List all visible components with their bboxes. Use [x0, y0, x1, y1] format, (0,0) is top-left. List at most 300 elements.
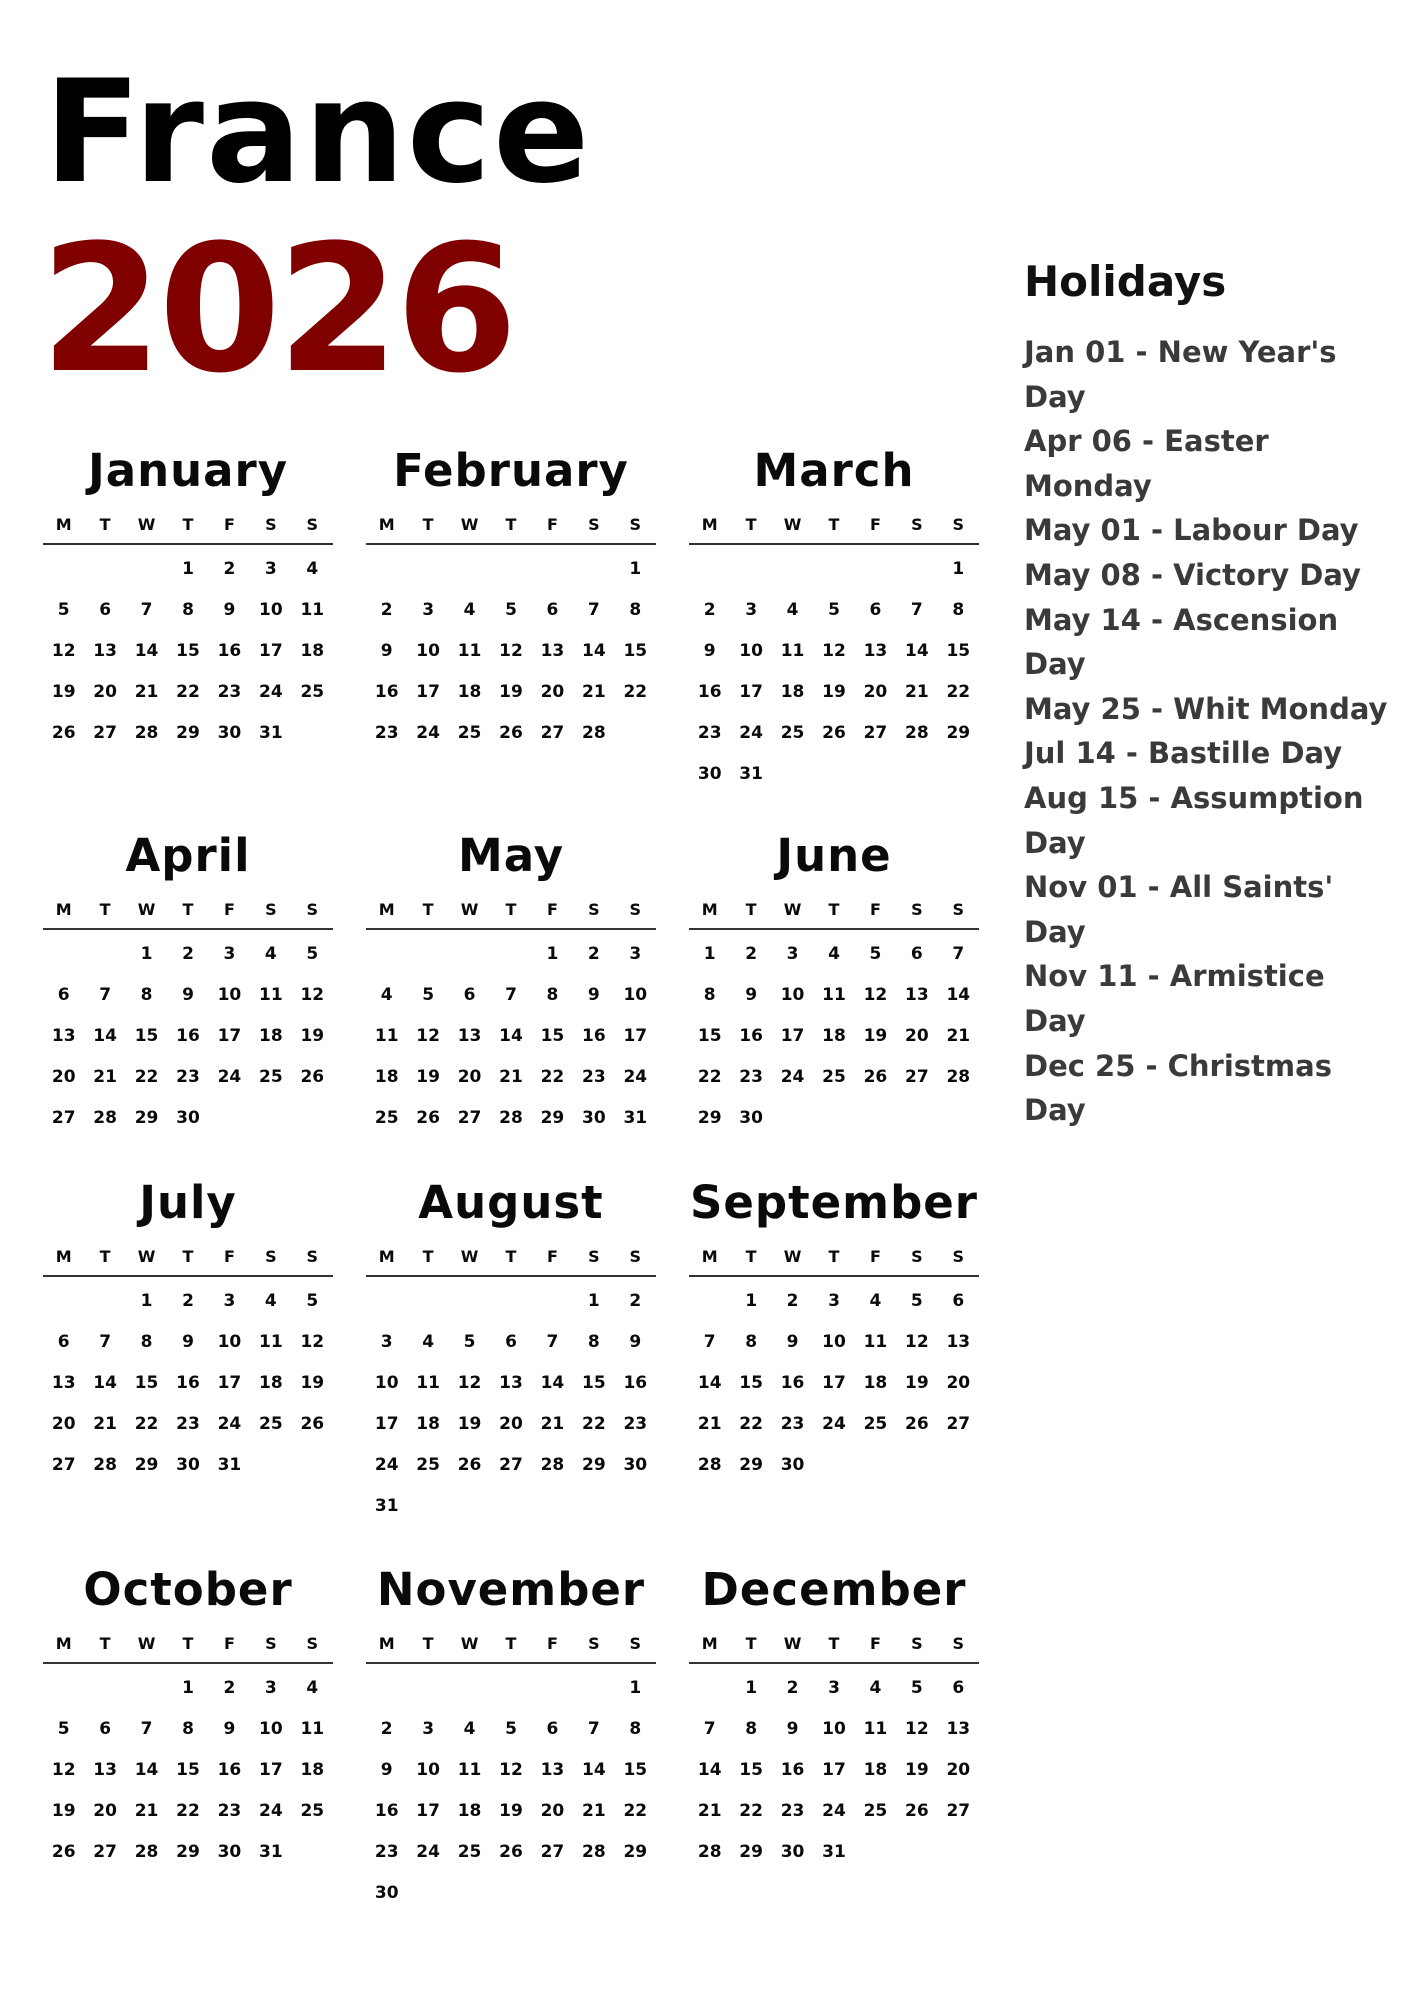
day-cell: 13 — [51, 1373, 76, 1393]
day-cell: 22 — [134, 1414, 159, 1434]
weekday-label: M — [378, 515, 395, 534]
weekday-label: F — [223, 1247, 235, 1266]
day-cell: 31 — [374, 1496, 399, 1516]
day-cell: 24 — [416, 723, 440, 743]
weekday-label: W — [137, 1247, 156, 1266]
day-cell: 30 — [739, 1108, 763, 1128]
day-cell: 15 — [176, 641, 200, 661]
day-cell: 3 — [422, 1719, 435, 1739]
day-cell: 24 — [822, 1801, 846, 1821]
month-name: September — [690, 1176, 978, 1229]
day-cell: 8 — [587, 1332, 600, 1352]
day-cell: 6 — [99, 1719, 112, 1739]
day-cell: 10 — [623, 985, 648, 1005]
day-cell: 2 — [182, 944, 194, 964]
weekday-label: T — [422, 1634, 434, 1653]
day-cell: 5 — [828, 600, 840, 620]
empty-day-cell — [449, 1281, 490, 1322]
day-cell: 18 — [259, 1026, 283, 1046]
day-cell: 6 — [57, 1332, 70, 1352]
weekday-label: T — [99, 1247, 111, 1266]
day-cell: 9 — [380, 641, 393, 661]
month-name: January — [87, 444, 289, 497]
day-cell: 1 — [182, 1678, 194, 1698]
day-cell: 26 — [822, 723, 846, 743]
day-cell: 25 — [374, 1108, 399, 1128]
day-cell: 21 — [697, 1801, 722, 1821]
day-cell: 7 — [140, 600, 153, 620]
day-cell: 11 — [863, 1332, 888, 1352]
day-cell: 23 — [374, 1842, 399, 1862]
day-cell: 6 — [546, 600, 559, 620]
day-cell: 28 — [499, 1108, 523, 1128]
day-cell: 13 — [93, 641, 117, 661]
day-cell: 17 — [739, 682, 763, 702]
day-cell: 20 — [946, 1373, 971, 1393]
day-cell: 28 — [905, 723, 929, 743]
weekday-label: M — [701, 1247, 718, 1266]
day-cell: 8 — [629, 600, 642, 620]
empty-day-cell — [813, 549, 854, 590]
day-grid — [43, 1281, 333, 1486]
day-cell: 6 — [463, 985, 476, 1005]
month-name: November — [376, 1563, 646, 1616]
day-cell: 8 — [629, 1719, 642, 1739]
empty-day-cell — [855, 549, 896, 590]
day-cell: 16 — [697, 682, 722, 702]
day-cell: 22 — [739, 1801, 763, 1821]
empty-day-cell — [84, 549, 125, 590]
day-cell: 1 — [140, 944, 153, 964]
day-cell: 20 — [540, 682, 565, 702]
day-cell: 4 — [264, 944, 277, 964]
weekday-label: S — [952, 900, 965, 919]
month-february — [366, 440, 656, 825]
day-cell: 8 — [182, 1719, 194, 1739]
day-cell: 18 — [863, 1373, 888, 1393]
day-cell: 18 — [457, 682, 482, 702]
day-cell: 15 — [540, 1026, 565, 1046]
weekday-label: W — [783, 1634, 802, 1653]
day-cell: 4 — [264, 1291, 277, 1311]
day-cell: 21 — [582, 1801, 606, 1821]
empty-day-cell — [126, 549, 167, 590]
weekday-header — [43, 1633, 333, 1664]
day-cell: 2 — [380, 1719, 393, 1739]
day-cell: 24 — [217, 1067, 242, 1087]
weekday-label: S — [952, 1634, 965, 1653]
weekday-label: M — [378, 900, 395, 919]
day-cell: 16 — [176, 1373, 200, 1393]
empty-day-cell — [689, 1668, 730, 1709]
day-cell: 1 — [629, 1678, 642, 1698]
day-cell: 5 — [910, 1678, 923, 1698]
day-cell: 18 — [259, 1373, 283, 1393]
day-cell: 26 — [863, 1067, 888, 1087]
day-cell: 16 — [217, 641, 242, 661]
day-cell: 24 — [259, 1801, 283, 1821]
day-grid — [689, 549, 979, 795]
day-cell: 27 — [946, 1801, 971, 1821]
day-cell: 8 — [703, 985, 716, 1005]
day-cell: 13 — [946, 1719, 971, 1739]
weekday-label: S — [629, 1634, 642, 1653]
day-cell: 23 — [582, 1067, 606, 1087]
day-cell: 9 — [587, 985, 600, 1005]
day-cell: 19 — [499, 682, 523, 702]
day-cell: 16 — [176, 1026, 200, 1046]
day-cell: 20 — [540, 1801, 565, 1821]
day-cell: 25 — [863, 1801, 888, 1821]
weekday-label: T — [99, 900, 111, 919]
day-cell: 21 — [134, 1801, 159, 1821]
empty-day-cell — [730, 549, 771, 590]
day-cell: 25 — [822, 1067, 846, 1087]
day-cell: 6 — [99, 600, 112, 620]
day-cell: 27 — [540, 723, 565, 743]
weekday-label: M — [378, 1634, 395, 1653]
empty-day-cell — [532, 1668, 573, 1709]
empty-day-cell — [366, 549, 407, 590]
day-cell: 23 — [697, 723, 722, 743]
day-cell: 25 — [300, 1801, 325, 1821]
day-cell: 21 — [905, 682, 929, 702]
day-cell: 17 — [780, 1026, 805, 1046]
day-cell: 14 — [499, 1026, 523, 1046]
day-cell: 6 — [869, 600, 882, 620]
weekday-label: T — [828, 1634, 840, 1653]
day-cell: 27 — [905, 1067, 929, 1087]
day-cell: 11 — [259, 985, 283, 1005]
day-cell: 11 — [457, 641, 482, 661]
day-cell: 9 — [380, 1760, 393, 1780]
country-title: France — [44, 50, 592, 215]
month-name: October — [83, 1563, 293, 1616]
day-cell: 11 — [259, 1332, 283, 1352]
day-cell: 29 — [946, 723, 971, 743]
weekday-header — [689, 899, 979, 930]
day-cell: 12 — [51, 1760, 76, 1780]
day-cell: 17 — [217, 1026, 242, 1046]
day-cell: 25 — [259, 1067, 283, 1087]
empty-day-cell — [490, 1668, 531, 1709]
holiday-item: Aug 15 - Assumption Day — [1024, 780, 1364, 860]
day-cell: 27 — [93, 1842, 117, 1862]
weekday-label: S — [911, 900, 923, 919]
day-cell: 28 — [697, 1455, 722, 1475]
day-cell: 11 — [374, 1026, 399, 1046]
weekday-label: W — [783, 515, 802, 534]
day-cell: 26 — [499, 1842, 523, 1862]
weekday-header — [43, 1246, 333, 1277]
day-cell: 28 — [93, 1455, 117, 1475]
day-cell: 15 — [623, 1760, 648, 1780]
weekday-label: S — [306, 1247, 319, 1266]
day-cell: 9 — [745, 985, 758, 1005]
day-cell: 9 — [182, 985, 194, 1005]
day-cell: 15 — [946, 641, 971, 661]
day-cell: 5 — [505, 600, 517, 620]
weekday-label: S — [629, 1247, 642, 1266]
day-cell: 8 — [745, 1332, 758, 1352]
day-cell: 4 — [422, 1332, 435, 1352]
day-cell: 8 — [546, 985, 559, 1005]
weekday-label: S — [588, 1634, 600, 1653]
empty-day-cell — [407, 1668, 448, 1709]
weekday-label: F — [546, 1247, 558, 1266]
day-cell: 23 — [623, 1414, 648, 1434]
day-cell: 15 — [176, 1760, 200, 1780]
day-cell: 2 — [786, 1291, 799, 1311]
holiday-item: May 14 - Ascension Day — [1024, 602, 1339, 682]
day-cell: 8 — [952, 600, 965, 620]
weekday-label: M — [701, 1634, 718, 1653]
day-cell: 7 — [505, 985, 517, 1005]
day-cell: 5 — [57, 1719, 70, 1739]
day-cell: 30 — [374, 1883, 399, 1903]
day-cell: 22 — [623, 1801, 648, 1821]
day-cell: 14 — [582, 641, 606, 661]
empty-day-cell — [43, 1668, 84, 1709]
day-cell: 10 — [259, 600, 283, 620]
day-cell: 10 — [259, 1719, 283, 1739]
day-cell: 20 — [457, 1067, 482, 1087]
day-cell: 2 — [223, 1678, 236, 1698]
day-cell: 25 — [300, 682, 325, 702]
empty-day-cell — [407, 549, 448, 590]
day-cell: 20 — [499, 1414, 523, 1434]
empty-day-cell — [490, 549, 531, 590]
year-title: 2026 — [40, 207, 514, 412]
weekday-label: T — [182, 1634, 194, 1653]
weekday-label: F — [869, 900, 881, 919]
day-cell: 15 — [582, 1373, 606, 1393]
weekday-header — [366, 899, 656, 930]
day-cell: 26 — [51, 1842, 76, 1862]
day-cell: 3 — [264, 559, 277, 579]
day-cell: 23 — [739, 1067, 763, 1087]
day-cell: 10 — [217, 985, 242, 1005]
day-cell: 29 — [540, 1108, 565, 1128]
day-cell: 23 — [217, 1801, 242, 1821]
day-cell: 18 — [374, 1067, 399, 1087]
day-cell: 26 — [457, 1455, 482, 1475]
day-cell: 9 — [629, 1332, 642, 1352]
day-cell: 30 — [780, 1842, 805, 1862]
day-cell: 26 — [905, 1414, 929, 1434]
day-cell: 14 — [134, 1760, 159, 1780]
day-cell: 16 — [374, 682, 399, 702]
day-cell: 9 — [223, 1719, 236, 1739]
weekday-label: W — [460, 1247, 479, 1266]
day-cell: 6 — [952, 1678, 965, 1698]
weekday-label: M — [378, 1247, 395, 1266]
month-march — [689, 440, 979, 825]
weekday-label: F — [223, 1634, 235, 1653]
day-cell: 5 — [57, 600, 70, 620]
day-cell: 21 — [582, 682, 606, 702]
holiday-item: Jul 14 - Bastille Day — [1024, 736, 1343, 771]
day-cell: 30 — [176, 1455, 200, 1475]
day-cell: 10 — [374, 1373, 399, 1393]
day-cell: 13 — [540, 1760, 565, 1780]
day-cell: 15 — [697, 1026, 722, 1046]
weekday-label: S — [306, 1634, 319, 1653]
day-cell: 14 — [93, 1373, 117, 1393]
day-cell: 31 — [739, 764, 763, 784]
empty-day-cell — [573, 549, 614, 590]
day-cell: 28 — [134, 1842, 159, 1862]
day-cell: 17 — [822, 1373, 846, 1393]
month-name: March — [753, 444, 915, 497]
empty-day-cell — [490, 934, 531, 975]
day-cell: 16 — [739, 1026, 763, 1046]
empty-day-cell — [490, 1281, 531, 1322]
weekday-label: T — [828, 1247, 840, 1266]
day-cell: 1 — [546, 944, 559, 964]
day-cell: 20 — [51, 1414, 76, 1434]
empty-day-cell — [84, 1281, 125, 1322]
day-cell: 31 — [217, 1455, 242, 1475]
day-cell: 27 — [946, 1414, 971, 1434]
day-cell: 30 — [623, 1455, 648, 1475]
day-cell: 4 — [463, 1719, 476, 1739]
day-cell: 20 — [93, 682, 117, 702]
day-cell: 21 — [499, 1067, 523, 1087]
month-may — [366, 825, 656, 1172]
weekday-label: F — [869, 515, 881, 534]
month-name: February — [393, 444, 629, 497]
weekday-label: F — [869, 1634, 881, 1653]
day-cell: 29 — [582, 1455, 606, 1475]
day-cell: 7 — [703, 1719, 716, 1739]
day-cell: 3 — [223, 1291, 236, 1311]
day-cell: 12 — [499, 641, 523, 661]
day-cell: 26 — [499, 723, 523, 743]
day-cell: 16 — [780, 1760, 805, 1780]
month-december — [689, 1559, 979, 1959]
weekday-label: T — [182, 515, 194, 534]
day-cell: 15 — [623, 641, 648, 661]
day-cell: 14 — [946, 985, 971, 1005]
day-cell: 5 — [463, 1332, 476, 1352]
day-cell: 22 — [697, 1067, 722, 1087]
day-cell: 31 — [623, 1108, 648, 1128]
day-cell: 16 — [623, 1373, 648, 1393]
day-cell: 5 — [306, 944, 319, 964]
month-september — [689, 1172, 979, 1559]
day-cell: 27 — [863, 723, 888, 743]
weekday-label: T — [422, 1247, 434, 1266]
day-cell: 12 — [416, 1026, 440, 1046]
empty-day-cell — [532, 549, 573, 590]
day-cell: 7 — [99, 985, 112, 1005]
empty-day-cell — [689, 549, 730, 590]
day-cell: 29 — [176, 723, 200, 743]
day-cell: 19 — [905, 1760, 929, 1780]
weekday-label: T — [505, 900, 517, 919]
weekday-label: S — [952, 515, 965, 534]
day-cell: 3 — [629, 944, 642, 964]
weekday-label: T — [182, 1247, 194, 1266]
day-cell: 21 — [697, 1414, 722, 1434]
day-cell: 6 — [910, 944, 923, 964]
day-cell: 1 — [629, 559, 642, 579]
empty-day-cell — [532, 1281, 573, 1322]
day-cell: 11 — [300, 1719, 325, 1739]
day-cell: 24 — [416, 1842, 440, 1862]
day-cell: 11 — [416, 1373, 440, 1393]
day-cell: 4 — [869, 1678, 882, 1698]
empty-day-cell — [43, 1281, 84, 1322]
empty-day-cell — [407, 1281, 448, 1322]
day-cell: 1 — [703, 944, 716, 964]
weekday-label: S — [265, 1634, 277, 1653]
day-cell: 7 — [140, 1719, 153, 1739]
empty-day-cell — [84, 934, 125, 975]
day-grid — [689, 1668, 979, 1873]
day-grid — [689, 934, 979, 1139]
day-cell: 7 — [703, 1332, 716, 1352]
day-cell: 31 — [259, 1842, 283, 1862]
day-cell: 16 — [780, 1373, 805, 1393]
day-cell: 12 — [905, 1332, 929, 1352]
day-cell: 5 — [910, 1291, 923, 1311]
month-august — [366, 1172, 656, 1559]
day-cell: 23 — [217, 682, 242, 702]
weekday-label: S — [588, 1247, 600, 1266]
weekday-label: M — [55, 1634, 72, 1653]
day-cell: 10 — [217, 1332, 242, 1352]
day-cell: 14 — [93, 1026, 117, 1046]
day-cell: 26 — [905, 1801, 929, 1821]
weekday-header — [689, 1246, 979, 1277]
weekday-label: W — [783, 900, 802, 919]
day-cell: 13 — [51, 1026, 76, 1046]
day-cell: 30 — [780, 1455, 805, 1475]
day-cell: 4 — [786, 600, 799, 620]
weekday-label: S — [265, 515, 277, 534]
day-cell: 17 — [822, 1760, 846, 1780]
empty-day-cell — [449, 1668, 490, 1709]
day-cell: 19 — [905, 1373, 929, 1393]
day-cell: 22 — [946, 682, 971, 702]
months-grid — [43, 440, 991, 1959]
day-cell: 25 — [780, 723, 805, 743]
day-grid — [43, 1668, 333, 1873]
weekday-label: S — [588, 900, 600, 919]
day-cell: 10 — [822, 1332, 846, 1352]
weekday-label: S — [952, 1247, 965, 1266]
weekday-label: S — [306, 515, 319, 534]
day-cell: 19 — [863, 1026, 888, 1046]
day-cell: 13 — [93, 1760, 117, 1780]
day-cell: 28 — [582, 1842, 606, 1862]
day-cell: 27 — [93, 723, 117, 743]
holiday-item: Jan 01 - New Year's Day — [1024, 335, 1337, 414]
day-cell: 19 — [300, 1373, 325, 1393]
day-grid — [43, 549, 333, 754]
empty-day-cell — [43, 934, 84, 975]
day-cell: 14 — [905, 641, 929, 661]
day-cell: 11 — [300, 600, 325, 620]
day-cell: 9 — [223, 600, 236, 620]
day-cell: 25 — [416, 1455, 440, 1475]
day-cell: 30 — [217, 723, 242, 743]
holiday-item: Nov 01 - All Saints' Day — [1024, 870, 1334, 949]
day-cell: 25 — [457, 1842, 482, 1862]
day-cell: 7 — [546, 1332, 559, 1352]
